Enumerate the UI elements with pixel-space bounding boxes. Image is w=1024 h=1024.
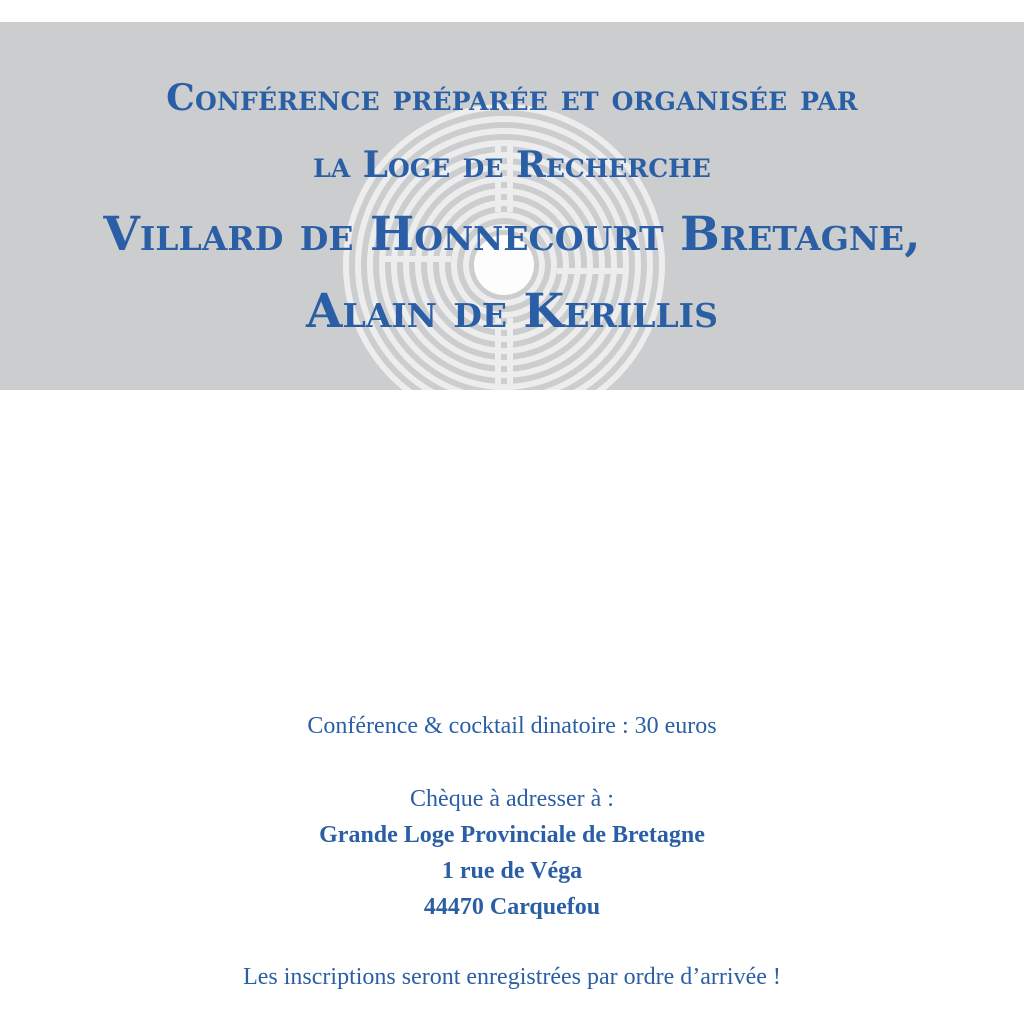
organizer-line: Conférence préparée et organisée par bbox=[166, 77, 858, 119]
address-street: 1 rue de Véga bbox=[441, 858, 583, 884]
lodge-line: la Loge de Recherche bbox=[313, 144, 711, 186]
address-name: Grande Loge Provinciale de Bretagne bbox=[319, 822, 705, 848]
lodge-subname-line: Alain de Kerillis bbox=[306, 284, 718, 339]
address-city: 44470 Carquefou bbox=[423, 894, 601, 920]
price-text: Conférence & cocktail dinatoire : 30 euros bbox=[307, 713, 717, 739]
header-banner bbox=[0, 22, 1024, 390]
registration-note: Les inscriptions seront enregistrées par ordre d’arrivée ! bbox=[243, 964, 781, 990]
lodge-name-line: Villard de Honnecourt Bretagne, bbox=[103, 207, 921, 262]
cheque-intro-text: Chèque à adresser à : bbox=[410, 786, 614, 812]
banner-title-block bbox=[0, 22, 1024, 390]
